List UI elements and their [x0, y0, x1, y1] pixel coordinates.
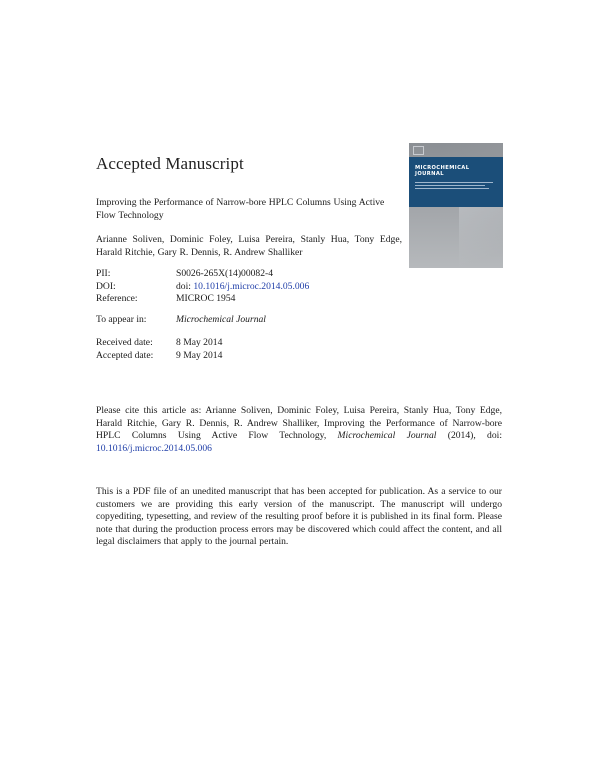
doi-row — [96, 281, 309, 294]
citation-paragraph — [96, 405, 502, 455]
manuscript-identifiers — [96, 268, 309, 306]
article-authors: Arianne Soliven, Dominic Foley, Luisa Pereira, Stanly Hua, Tony Edge, Harald Ritchie, Gary R. Dennis, R. Andrew Shalliker — [96, 234, 402, 258]
appear-in — [96, 314, 266, 327]
reference-label: Reference: — [96, 293, 138, 304]
cover-subtitle-lines — [415, 182, 495, 191]
received-row — [96, 337, 222, 350]
disclaimer-paragraph: This is a PDF file of an unedited manuscript that has been accepted for publication. As a service to our customers we are providing this early version of the manuscript. The manuscript will undergo copyediting, typesetting, and review of the resulting proof before it is published in its final form. Please note that during the production process errors may be discovered which could affect the content, and all legal disclaimers that apply to the journal pertain. — [96, 486, 502, 547]
received-value: 8 May 2014 — [176, 337, 223, 348]
cover-image — [459, 207, 503, 268]
citation-middle: (2014), doi: — [447, 430, 502, 441]
accepted-value: 9 May 2014 — [176, 349, 223, 361]
publisher-logo-icon — [413, 146, 424, 155]
reference-value: MICROC 1954 — [176, 293, 236, 304]
accepted-label: Accepted date: — [96, 349, 154, 361]
pii-value: S0026-265X(14)00082-4 — [176, 268, 273, 279]
citation-text: Please cite this article as: Arianne Soliven, Dominic Foley, Luisa Pereira, Stanly Hua, Tony Edge, Harald Ritchie, Gary R. Dennis, R. Andrew Shalliker, Improving the Performance of Narrow-bore HPLC Columns Using Active Flow Technology, — [96, 405, 502, 441]
appear-label: To appear in: — [96, 314, 147, 325]
manuscript-dates — [96, 337, 222, 362]
cover-journal-name: MICROCHEMICAL JOURNAL — [415, 165, 470, 178]
article-title: Improving the Performance of Narrow-bore HPLC Columns Using Active Flow Technology — [96, 197, 385, 221]
citation-doi-link[interactable]: 10.1016/j.microc.2014.05.006 — [96, 442, 212, 454]
reference-row — [96, 293, 309, 306]
appear-journal: Microchemical Journal — [176, 314, 266, 325]
appear-row — [96, 314, 266, 327]
page-heading: Accepted Manuscript — [96, 154, 244, 173]
doi-value — [176, 281, 309, 294]
journal-cover — [409, 143, 503, 268]
received-label: Received date: — [96, 337, 153, 348]
doi-link[interactable]: 10.1016/j.microc.2014.05.006 — [193, 280, 310, 292]
accepted-row — [96, 350, 222, 363]
citation-journal: Microchemical Journal — [337, 430, 437, 441]
doi-label: DOI: — [96, 280, 116, 292]
cover-shading — [439, 143, 503, 157]
doi-prefix: doi: — [176, 280, 191, 292]
pii-row — [96, 268, 309, 281]
pii-label: PII: — [96, 268, 111, 279]
